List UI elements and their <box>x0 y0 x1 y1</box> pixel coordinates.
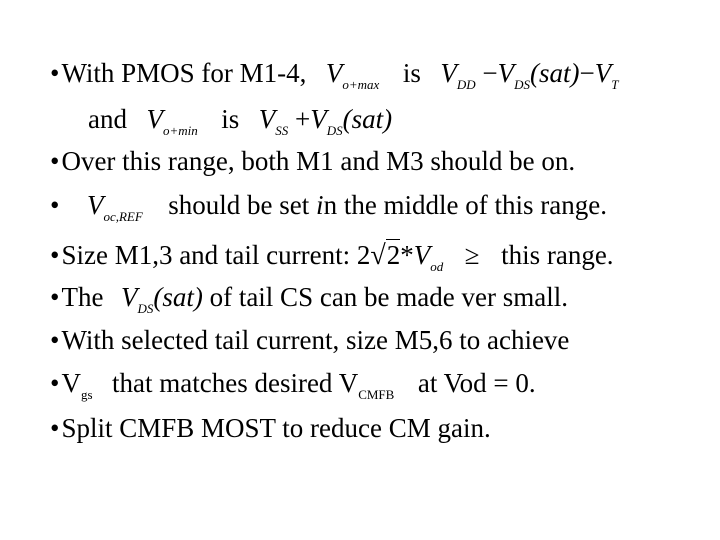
sat-text-2: (sat) <box>342 104 393 134</box>
bullet-icon: • <box>50 368 60 398</box>
sub-ds: DS <box>514 77 530 92</box>
bullet-icon: • <box>50 413 60 443</box>
sub-ss: SS <box>275 123 289 138</box>
line-2-is: is <box>221 104 240 134</box>
bullet-line-9 <box>50 412 491 444</box>
bullet-line-4 <box>50 189 607 226</box>
mul-sign: * <box>400 240 414 270</box>
var-vds-2: V <box>310 104 327 134</box>
line-6-the: The <box>61 282 104 312</box>
sub-oc-ref: oc,REF <box>103 209 143 224</box>
line-1-text: With PMOS for M1-4, <box>61 58 307 88</box>
var-vss: V <box>258 104 276 134</box>
bullet-line-5 <box>50 239 614 276</box>
var-vds: V <box>497 58 515 88</box>
vgs-v: V <box>61 368 81 398</box>
line-5-tail: this range. <box>501 240 614 270</box>
bullet-icon: • <box>50 240 60 270</box>
line-5-text: Size M1,3 and tail current: 2 <box>61 240 371 270</box>
line-1-is: is <box>402 58 421 88</box>
var-voc-ref: V <box>86 190 104 220</box>
bullet-line-1 <box>50 57 618 94</box>
var-vod: V <box>413 240 431 270</box>
bullet-line-6 <box>50 281 568 318</box>
bullet-icon: • <box>50 190 60 220</box>
line-9-text: Split CMFB MOST to reduce CM gain. <box>61 413 491 443</box>
sub-t: T <box>611 77 619 92</box>
var-vdd: V <box>440 58 457 88</box>
bullet-line-7 <box>50 324 569 356</box>
sub-ds-3: DS <box>137 301 154 316</box>
sub-gs: gs <box>80 387 93 402</box>
minus-sign-2: − <box>579 58 595 88</box>
line-2-and: and <box>88 104 127 134</box>
plus-sign: + <box>295 104 311 134</box>
bullet-icon: • <box>50 146 60 176</box>
geq-sign: ≥ <box>464 240 480 270</box>
bullet-icon: • <box>50 282 60 312</box>
sub-o-plus-max: o+max <box>342 77 380 92</box>
bullet-icon: • <box>50 325 60 355</box>
sat-text-3: (sat) <box>153 282 203 312</box>
bullet-line-3 <box>50 145 575 177</box>
var-vds-3: V <box>120 282 138 312</box>
sqrt-body: 2 <box>386 240 401 270</box>
line-8-tail: at Vod = 0. <box>417 368 536 398</box>
sqrt-symbol <box>370 239 400 272</box>
line-4-pre: should be set <box>168 190 317 220</box>
sub-od: od <box>430 259 444 274</box>
bullet-line-8 <box>50 367 536 404</box>
line-6-tail: of tail CS can be made ver small. <box>209 282 568 312</box>
minus-sign: − <box>482 58 498 88</box>
sat-text: (sat) <box>530 58 580 88</box>
bullet-icon: • <box>50 58 60 88</box>
var-vo-max: V <box>325 58 343 88</box>
line-2 <box>88 103 392 140</box>
sub-o-plus-min: o+min <box>162 123 198 138</box>
var-vo-min: V <box>146 104 163 134</box>
line-8-mid: that matches desired V <box>112 368 359 398</box>
line-4-post: n the middle of this range. <box>323 190 607 220</box>
sqrt-sign-icon: √ <box>370 240 386 271</box>
line-7-text: With selected tail current, size M5,6 to achieve <box>61 325 570 355</box>
var-vt: V <box>594 58 612 88</box>
line-3-text: Over this range, both M1 and M3 should be on. <box>61 146 576 176</box>
sub-cmfb: CMFB <box>358 387 395 402</box>
sub-dd: DD <box>456 77 476 92</box>
sub-ds-2: DS <box>326 123 343 138</box>
line-4-italic-i: i <box>316 190 324 220</box>
